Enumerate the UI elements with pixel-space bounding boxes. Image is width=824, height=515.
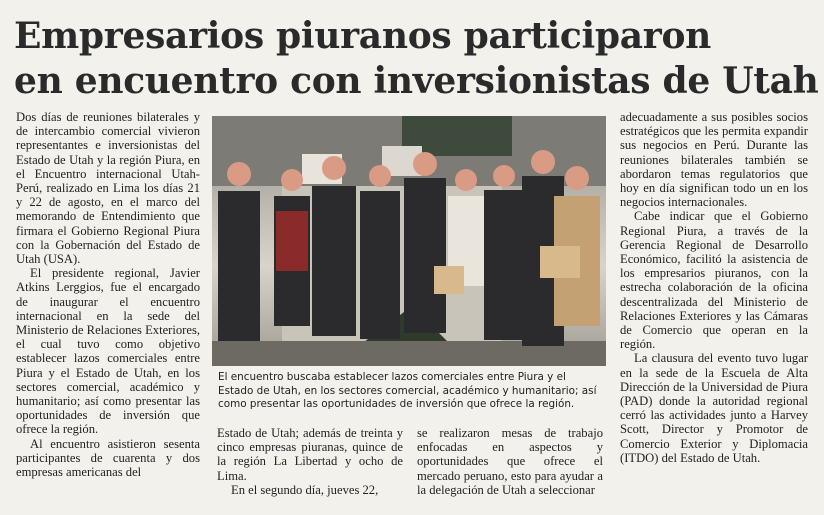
event-photo bbox=[212, 116, 606, 366]
paragraph: La clausura del evento tuvo lugar en la sede de la Escuela de Alta Dirección de la Universidad de Piura (PAD) donde la autoridad regional cerró las actividades junto a Harvey Scott, Director y Promotor de Comercio Exterior y Diplomacia (ITDO) del Estado de Utah. bbox=[620, 351, 808, 465]
article-column-4 bbox=[620, 110, 808, 508]
group-photo-illustration bbox=[212, 116, 606, 366]
paragraph: adecuadamente a sus posibles socios estratégicos que les permita expandir sus negocios en Perú. Durante las reuniones bilaterales también se abordaron temas regulatorios que hoy en día significan todo un en los negocios internacionales. bbox=[620, 110, 808, 210]
paragraph: En el segundo día, jueves 22, bbox=[231, 482, 379, 497]
paragraph: se realizaron mesas de trabajo enfocadas en aspectos y oportunidades que ofrece el mercado peruano, esto para ayudar a la delegación de Utah a seleccionar bbox=[417, 426, 603, 497]
paragraph: Al encuentro asistieron sesenta participantes de cuarenta y dos empresas americanas del bbox=[16, 436, 200, 480]
article-column-1 bbox=[16, 110, 200, 508]
headline-line-1: Empresarios piuranos participaron bbox=[14, 15, 712, 57]
paragraph: Dos días de reuniones bilaterales y de intercambio comercial vivieron representantes e inversionistas del Estado de Utah y la región Piura, en el Encuentro internacional Utah-Perú, realizado en Lima los días 21 y 22 de agosto, en el marco del memorando de Entendimiento que firmara el Gobierno Regional Piura con la Gobernación del Estado de Utah (USA). bbox=[16, 110, 200, 267]
paragraph: Estado de Utah; además de treinta y cinco empresas piuranas, quince de la región La Libertad y ocho de Lima. bbox=[217, 426, 403, 483]
paragraph: Cabe indicar que el Gobierno Regional Piura, a través de la Gerencia Regional de Desarrollo Económico, facilitó la asistencia de los empresarios piuranos, con la estrecha colaboración de la oficina descentralizada del Ministerio de Relaciones Exteriores y las Cámaras de Comercio que operan en la región. bbox=[620, 209, 808, 352]
headline-line-2: en encuentro con inversionistas de Utah bbox=[14, 60, 819, 102]
paragraph: El presidente regional, Javier Atkins Lerggios, fue el encargado de inaugurar el encuentro internacional en la sede del Ministerio de Relaciones Exteriores, el cual tuvo como objetivo establecer lazos comerciales entre Piura y el Estado de Utah, en los sectores comercial, académico y humanitario; así como presentar las oportunidades de inversión que ofrece la región. bbox=[16, 266, 200, 437]
headline bbox=[14, 14, 819, 104]
article-column-3 bbox=[417, 426, 603, 512]
photo-caption: El encuentro buscaba establecer lazos comerciales entre Piura y el Estado de Utah, en los sectores comercial, académico y humanitario; así como presentar las oportunidades de inversión que ofrece la región. bbox=[218, 371, 597, 410]
article-column-2 bbox=[217, 426, 403, 512]
